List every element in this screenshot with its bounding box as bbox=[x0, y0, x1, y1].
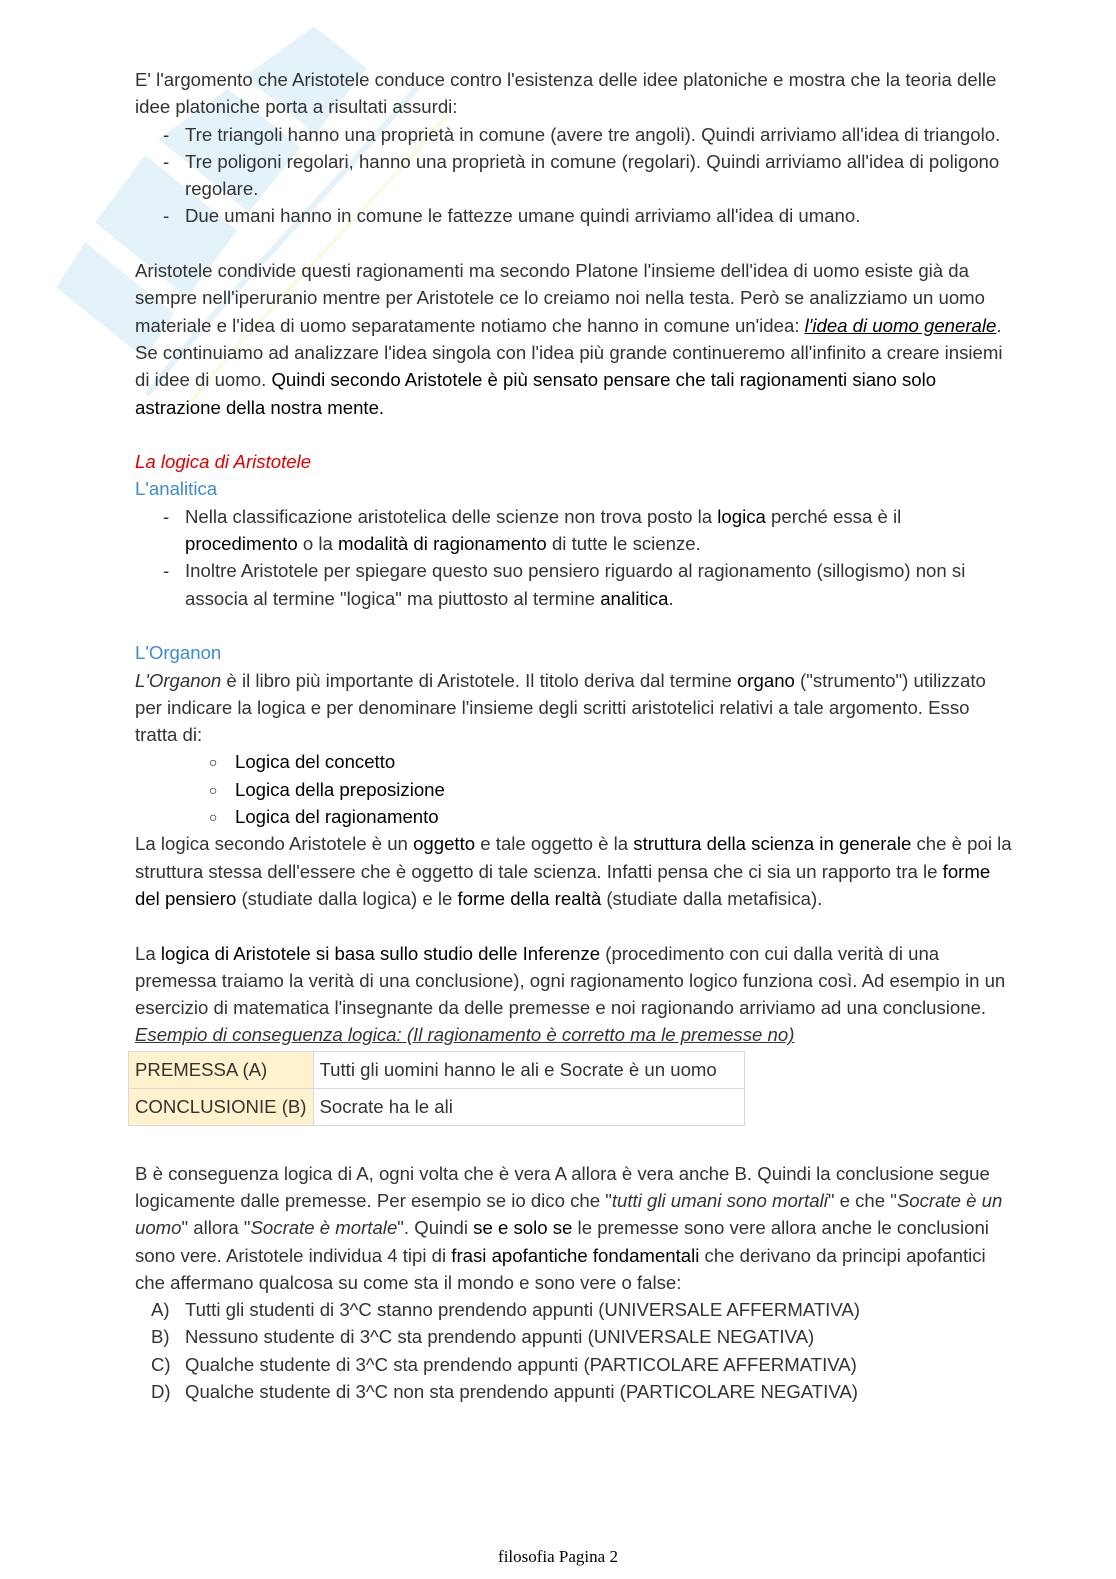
list-item: - Nella classificazione aristotelica delle scienze non trova posto la logica perché essa è il procedimento o la modalità di ragionamento di tutte le scienze. bbox=[135, 503, 1015, 558]
organon-topics-list bbox=[135, 748, 1015, 830]
list-item: A) Tutti gli studenti di 3^C stanno prendendo appunti (UNIVERSALE AFFERMATIVA) bbox=[151, 1299, 860, 1321]
heading-organon: L'Organon bbox=[135, 642, 222, 664]
list-item: ○ Logica del ragionamento bbox=[135, 803, 1015, 830]
table-row bbox=[129, 1088, 745, 1125]
list-item: C) Qualche studente di 3^C sta prendendo appunti (PARTICOLARE AFFERMATIVA) bbox=[151, 1353, 857, 1375]
intro-paragraph: E' l'argomento che Aristotele conduce contro l'esistenza delle idee platoniche e mostra che la teoria delle idee platoniche porta a risultati assurdi: bbox=[135, 69, 997, 118]
table-label-cell: CONCLUSIONIE (B) bbox=[129, 1088, 314, 1125]
table-label-cell: PREMESSA (A) bbox=[129, 1051, 314, 1088]
section-title-logica: La logica di Aristotele bbox=[135, 451, 312, 473]
organon-paragraph: L'Organon è il libro più importante di Aristotele. Il titolo deriva dal termine organo ("strumento") utilizzato per indicare la logica e per denominare l'insieme degli scritti aristotelici relativi a tale argomento. Esso tratta di: bbox=[135, 669, 986, 746]
emphasis-idea-uomo-generale: l'idea di uomo generale bbox=[804, 314, 997, 336]
list-item: D) Qualche studente di 3^C non sta prendendo appunti (PARTICOLARE NEGATIVA) bbox=[151, 1381, 858, 1403]
list-item: B) Nessuno studente di 3^C sta prendendo appunti (UNIVERSALE NEGATIVA) bbox=[151, 1326, 815, 1348]
conclusion-highlight: Quindi secondo Aristotele è più sensato pensare che tali ragionamenti siano solo astrazione della nostra mente. bbox=[135, 369, 937, 418]
premesse-table bbox=[128, 1051, 745, 1126]
document-page bbox=[135, 66, 1015, 1405]
frasi-apofantiche-list bbox=[135, 1296, 1015, 1405]
list-item: - Tre poligoni regolari, hanno una proprietà in comune (regolari). Quindi arriviamo all'idea di poligono regolare. bbox=[135, 148, 1015, 203]
heading-analitica: L'analitica bbox=[135, 478, 218, 500]
inferenze-paragraph: La logica di Aristotele si basa sullo studio delle Inferenze (procedimento con cui dalla verità di una premessa traiamo la verità di una conclusione), ogni ragionamento logico funziona così. Ad esempio in un esercizio di matematica l'insegnante da delle premesse e noi ragionando arriviamo ad una conclusione. bbox=[135, 942, 1006, 1019]
page-footer: filosofia Pagina 2 bbox=[498, 1547, 618, 1566]
table-row bbox=[129, 1051, 745, 1088]
table-value-cell: Tutti gli uomini hanno le ali e Socrate è un uomo bbox=[313, 1051, 744, 1088]
conseguenza-paragraph: B è conseguenza logica di A, ogni volta che è vera A allora è vera anche B. Quindi la conclusione segue logicamente dalle premesse. Per esempio se io dico che "tutti gli umani sono mortali" e che "Socrate è un uomo" allora "Socrate è mortale". Quindi se e solo se le premesse sono vere allora anche le conclusioni sono vere. Aristotele individua 4 tipi di frasi apofantiche fondamentali che derivano da principi apofantici che affermano qualcosa su come sta il mondo e sono vere o false: bbox=[135, 1162, 1003, 1293]
list-item: ○ Logica della preposizione bbox=[135, 776, 1015, 803]
example-caption: Esempio di conseguenza logica: (Il ragionamento è corretto ma le premesse no) bbox=[135, 1024, 795, 1046]
list-item: - Due umani hanno in comune le fattezze umane quindi arriviamo all'idea di umano. bbox=[135, 202, 1015, 229]
list-item: - Tre triangoli hanno una proprietà in comune (avere tre angoli). Quindi arriviamo all'idea di triangolo. bbox=[135, 121, 1015, 148]
table-value-cell: Socrate ha le ali bbox=[313, 1088, 744, 1125]
list-item: ○ Logica del concetto bbox=[135, 748, 1015, 775]
logica-oggetto-paragraph: La logica secondo Aristotele è un oggetto e tale oggetto è la struttura della scienza in generale che è poi la struttura stessa dell'essere che è oggetto di tale scienza. Infatti pensa che ci sia un rapporto tra le forme del pensiero (studiate dalla logica) e le forme della realtà (studiate dalla metafisica). bbox=[135, 833, 1012, 909]
intro-list bbox=[135, 121, 1015, 230]
analitica-list bbox=[135, 503, 1015, 612]
list-item: - Inoltre Aristotele per spiegare questo suo pensiero riguardo al ragionamento (sillogismo) non si associa al termine "logica" ma piuttosto al termine analitica. bbox=[135, 557, 1015, 612]
aristotele-platone-paragraph: Aristotele condivide questi ragionamenti ma secondo Platone l'insieme dell'idea di uomo esiste già da sempre nell'iperuranio mentre per Aristotele ce lo creiamo noi nella testa. Però se analizziamo un uomo materiale e l'idea di uomo separatamente notiamo che hanno in comune un'idea: l'idea di uomo generale. Se continuiamo ad analizzare l'idea singola con l'idea più grande continueremo all'infinito a creare insiemi di idee di uomo. Quindi secondo Aristotele è più sensato pensare che tali ragionamenti siano solo astrazione della nostra mente. bbox=[135, 260, 1003, 418]
